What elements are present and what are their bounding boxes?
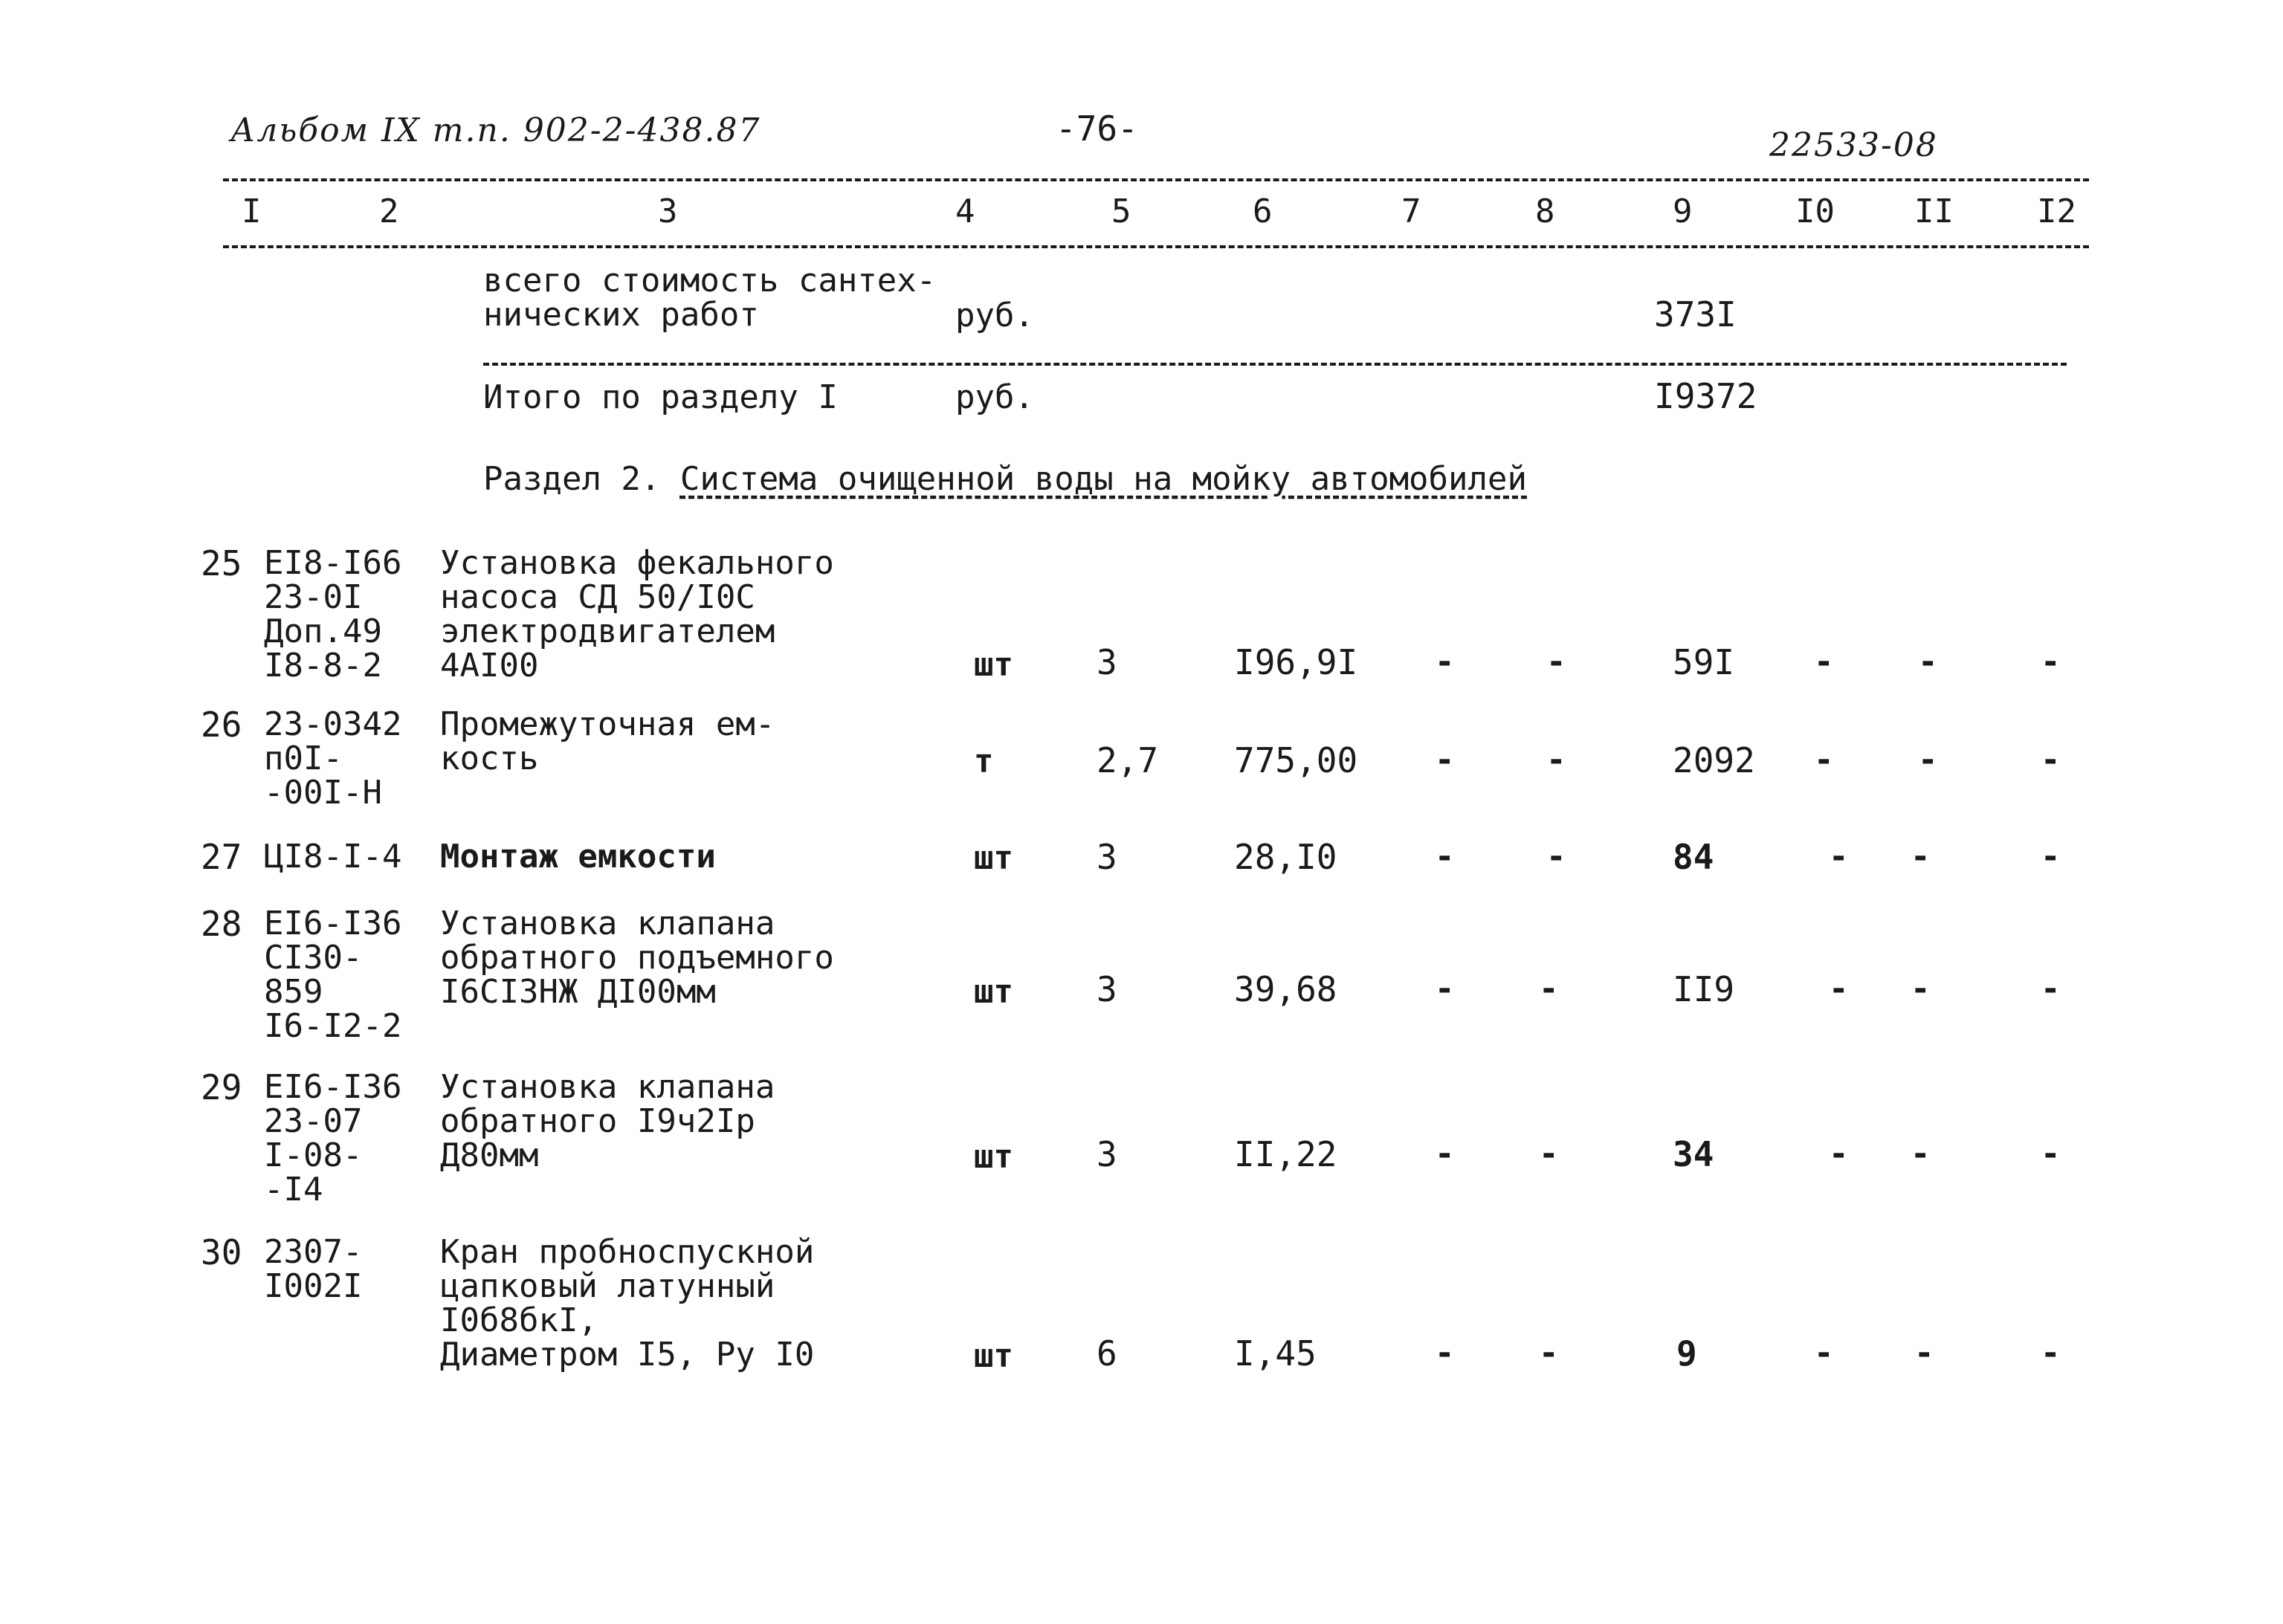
row-number: 25 <box>201 543 242 583</box>
row-col7: - <box>1435 970 1455 1008</box>
album-reference: Альбом IX т.п. 902-2-438.87 <box>230 111 761 149</box>
row-total: 59I <box>1673 642 1735 682</box>
row-total: 84 <box>1673 837 1714 877</box>
row-col7: - <box>1435 741 1455 779</box>
row-unit-price: I,45 <box>1234 1333 1317 1374</box>
row-col7: - <box>1435 643 1455 681</box>
page-number: -76- <box>1056 109 1138 149</box>
row-col7: - <box>1435 838 1455 876</box>
row-code: EI6-I36 CI30- 859 I6-I2-2 <box>264 905 402 1045</box>
column-header: I2 <box>2037 193 2076 230</box>
row-quantity: 3 <box>1097 1134 1117 1174</box>
row-description: Промежуточная ем- кость <box>440 705 775 777</box>
row-col11: - <box>1911 838 1931 876</box>
row-col12: - <box>2041 643 2061 681</box>
section-prefix: Раздел 2. <box>483 460 661 498</box>
column-header: 5 <box>1111 193 1131 230</box>
row-col8: - <box>1546 643 1566 681</box>
row-col8: - <box>1546 838 1566 876</box>
row-col11: - <box>1914 1334 1934 1372</box>
document-code: 22533-08 <box>1769 126 1938 164</box>
row-total: 2092 <box>1673 740 1755 780</box>
column-header: 4 <box>955 193 975 230</box>
row-code: EI8-I66 23-0I Доп.49 I8-8-2 <box>264 544 402 685</box>
row-quantity: 2,7 <box>1097 740 1159 780</box>
row-col10: - <box>1814 643 1834 681</box>
row-col12: - <box>2041 1135 2061 1173</box>
summary-value: I9372 <box>1654 376 1757 416</box>
row-code: 2307- I002I <box>264 1233 363 1305</box>
column-header: II <box>1914 193 1954 230</box>
row-code: ЦI8-I-4 <box>264 838 402 876</box>
row-col10: - <box>1829 970 1849 1008</box>
row-description: Установка клапана обратного подъемного I6CI3HЖ ДI00мм <box>440 905 834 1011</box>
summary-unit: руб. <box>955 297 1034 334</box>
column-header: I0 <box>1795 193 1835 230</box>
row-description: Монтаж емкости <box>440 838 716 876</box>
row-col11: - <box>1918 741 1938 779</box>
row-col12: - <box>2041 1334 2061 1372</box>
row-total: 34 <box>1673 1134 1714 1174</box>
section-heading <box>483 462 1527 496</box>
row-number: 28 <box>201 904 242 944</box>
column-header: 7 <box>1401 193 1421 230</box>
row-col7: - <box>1435 1334 1455 1372</box>
row-quantity: 3 <box>1097 642 1117 682</box>
row-unit-price: I96,9I <box>1234 642 1358 682</box>
row-description: Кран пробноспускной цапковый латунный I0б8бкI, Диаметром I5, Ру I0 <box>440 1233 815 1374</box>
summary-label: Итого по разделу I <box>483 378 838 416</box>
summary-value: 373I <box>1654 294 1737 334</box>
row-col12: - <box>2041 741 2061 779</box>
row-col10: - <box>1829 838 1849 876</box>
column-header: 9 <box>1673 193 1693 230</box>
summary-divider <box>483 363 2067 366</box>
row-quantity: 3 <box>1097 837 1117 877</box>
row-col7: - <box>1435 1135 1455 1173</box>
row-code: EI6-I36 23-07 I-08- -I4 <box>264 1068 402 1209</box>
row-unit-price: 28,I0 <box>1234 837 1337 877</box>
row-quantity: 6 <box>1097 1333 1117 1374</box>
row-description: Установка фекального насоса СД 50/I0С электродвигателем 4AI00 <box>440 544 834 685</box>
row-number: 26 <box>201 705 242 745</box>
row-col11: - <box>1911 970 1931 1008</box>
column-header: 3 <box>658 193 678 230</box>
row-col11: - <box>1911 1135 1931 1173</box>
row-number: 27 <box>201 837 242 877</box>
row-quantity: 3 <box>1097 969 1117 1009</box>
row-unit: шт <box>974 1337 1013 1375</box>
row-code: 23-0342 п0I- -00I-H <box>264 705 402 812</box>
summary-unit: руб. <box>955 378 1034 416</box>
row-col11: - <box>1918 643 1938 681</box>
row-total: 9 <box>1676 1333 1697 1374</box>
column-header: 8 <box>1535 193 1555 230</box>
summary-label: всего стоимость сантех- нических работ <box>483 262 937 334</box>
row-unit: шт <box>974 973 1013 1011</box>
row-col8: - <box>1539 1135 1559 1173</box>
row-col10: - <box>1829 1135 1849 1173</box>
row-col12: - <box>2041 970 2061 1008</box>
row-number: 30 <box>201 1232 242 1272</box>
row-description: Установка клапана обратного I9ч2Iр Д80мм <box>440 1068 775 1174</box>
column-header: 2 <box>379 193 399 230</box>
row-col10: - <box>1814 741 1834 779</box>
header-top-rule <box>223 178 2089 181</box>
row-col8: - <box>1546 741 1566 779</box>
row-unit-price: 39,68 <box>1234 969 1337 1009</box>
column-header: I <box>242 193 262 230</box>
row-col12: - <box>2041 838 2061 876</box>
row-unit-price: II,22 <box>1234 1134 1337 1174</box>
row-col8: - <box>1539 970 1559 1008</box>
row-col8: - <box>1539 1334 1559 1372</box>
section-title: Система очищенной воды на мойку автомобилей <box>679 460 1528 498</box>
header-bottom-rule <box>223 245 2089 248</box>
row-col10: - <box>1814 1334 1834 1372</box>
row-unit: т <box>974 743 994 780</box>
column-header: 6 <box>1253 193 1273 230</box>
row-unit: шт <box>974 839 1013 877</box>
row-unit-price: 775,00 <box>1234 740 1358 780</box>
row-total: II9 <box>1673 969 1735 1009</box>
row-unit: шт <box>974 1138 1013 1176</box>
row-unit: шт <box>974 646 1013 684</box>
row-number: 29 <box>201 1067 242 1107</box>
